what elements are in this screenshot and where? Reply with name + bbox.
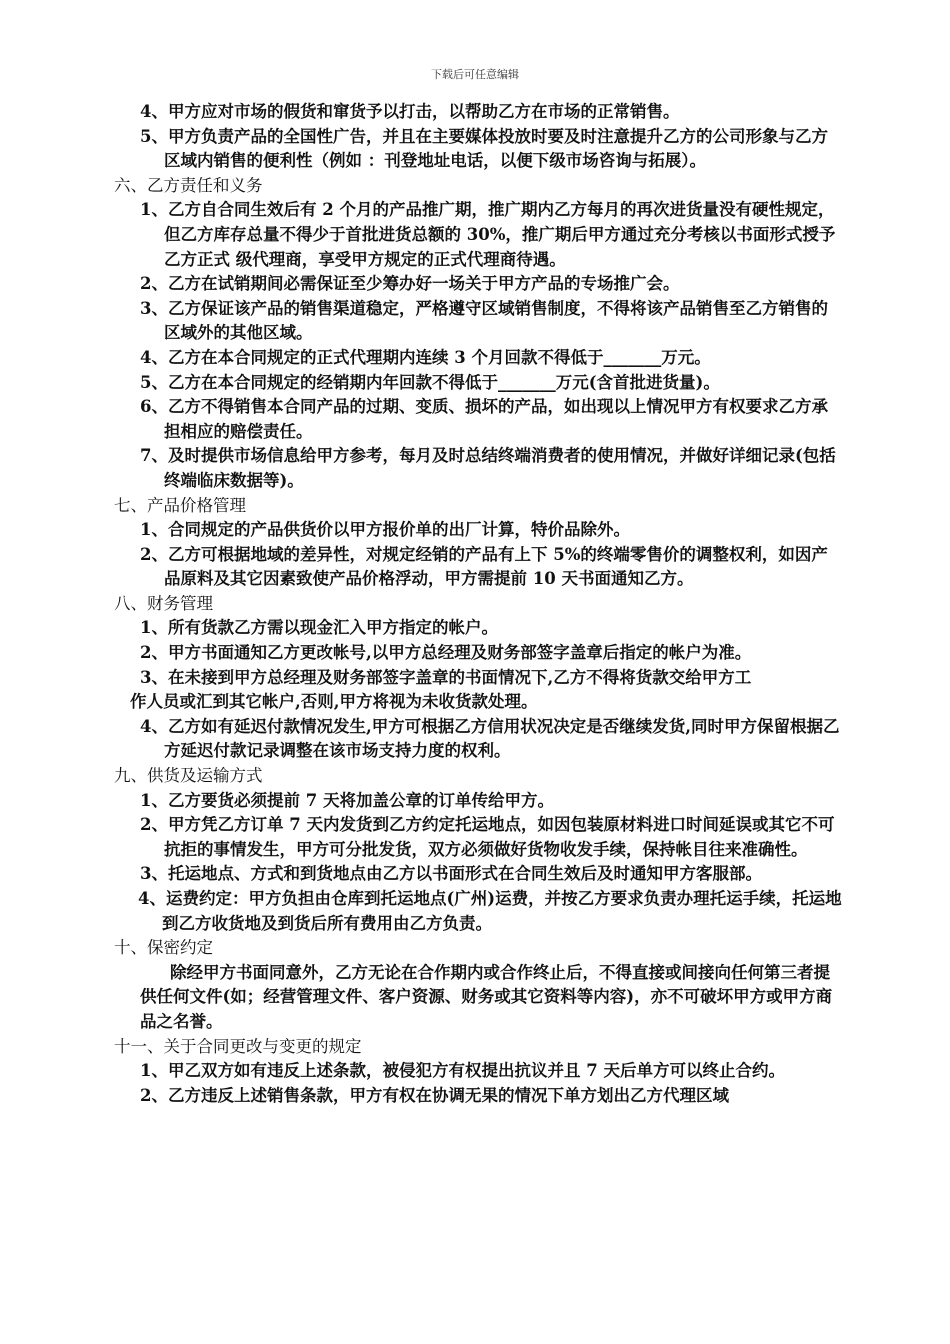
page-header: 下载后可任意编辑 [431, 68, 519, 81]
clause-5-4: 4、甲方应对市场的假货和窜货予以打击，以帮助乙方在市场的正常销售。 [140, 102, 680, 121]
clause-9-3: 3、托运地点、方式和到货地点由乙方以书面形式在合同生效后及时通知甲方客服部。 [140, 864, 762, 884]
section-7-title: 七、产品价格管理 [114, 495, 246, 515]
clause-8-3: 3、在未接到甲方总经理及财务部签字盖章的书面情况下,乙方不得将货款交给甲方工 [140, 667, 752, 687]
clause-8-4: 4、乙方如有延迟付款情况发生,甲方可根据乙方信用状况决定是否继续发货,同时甲方保留根据乙方延迟付款记录调整在该市场支持力度的权利。 [140, 716, 840, 761]
clause-7-2: 2、乙方可根据地域的差异性，对规定经销的产品有上下 5%的终端零售价的调整权利，如因产品原料及其它因素致使产品价格浮动，甲方需提前 10 天书面通知乙方。 [140, 544, 828, 589]
section-9-title: 九、供货及运输方式 [114, 766, 263, 786]
clause-8-3-continued: 作人员或汇到其它帐户,否则,甲方将视为未收货款处理。 [130, 692, 538, 712]
clause-6-5: 5、乙方在本合同规定的经销期内年回款不得低于_______万元(含首批进货量)。 [140, 372, 720, 392]
section-10-title: 十、保密约定 [114, 938, 213, 958]
section-11-title: 十一、关于合同更改与变更的规定 [114, 1036, 362, 1056]
clause-6-2: 2、乙方在试销期间必需保证至少筹办好一场关于甲方产品的专场推广会。 [140, 274, 680, 294]
clause-5-5: 5、甲方负责产品的全国性广告，并且在主要媒体投放时要及时注意提升乙方的公司形象与乙方区域内销售的便利性（例如 ：刊登地址电话，以便下级市场咨询与拓展）。 [140, 126, 828, 171]
clause-11-2: 2、乙方违反上述销售条款，甲方有权在协调无果的情况下单方划出乙方代理区域 [140, 1085, 729, 1105]
clause-8-2: 2、甲方书面通知乙方更改帐号,以甲方总经理及财务部签字盖章后指定的帐户为准。 [140, 643, 752, 663]
clause-6-4: 4、乙方在本合同规定的正式代理期内连续 3 个月回款不得低于_______万元。 [140, 347, 711, 367]
clause-6-3: 3、乙方保证该产品的销售渠道稳定，严格遵守区域销售制度，不得将该产品销售至乙方销售的区域外的其他区域。 [140, 298, 828, 343]
clause-6-7: 7、及时提供市场信息给甲方参考，每月及时总结终端消费者的使用情况，并做好详细记录(包括终端临床数据等)。 [140, 446, 836, 490]
clause-7-1: 1、合同规定的产品供货价以甲方报价单的出厂计算，特价品除外。 [140, 520, 630, 540]
confidentiality-paragraph: 除经甲方书面同意外，乙方无论在合作期内或合作终止后，不得直接或间接向任何第三者提供任何文件(如；经营管理文件、客户资源、财务或其它资料等内容)，亦不可破坏甲方或甲方商品之名誉。 [140, 962, 833, 1031]
clause-8-1: 1、所有货款乙方需以现金汇入甲方指定的帐户。 [140, 618, 498, 638]
clause-11-1: 1、甲乙双方如有违反上述条款，被侵犯方有权提出抗议并且 7 天后单方可以终止合约。 [140, 1061, 785, 1081]
contract-body [114, 100, 844, 1108]
clause-6-6: 6、乙方不得销售本合同产品的过期、变质、损坏的产品，如出现以上情况甲方有权要求乙方承担相应的赔偿责任。 [140, 397, 828, 441]
clause-9-4: 4、运费约定：甲方负担由仓库到托运地点(广州)运费，并按乙方要求负责办理托运手续，托运地到乙方收货地及到货后所有费用由乙方负责。 [138, 889, 842, 933]
clause-9-1: 1、乙方要货必须提前 7 天将加盖公章的订单传给甲方。 [140, 790, 554, 810]
clause-6-1: 1、乙方自合同生效后有 2 个月的产品推广期，推广期内乙方每月的再次进货量没有硬性规定，但乙方库存总量不得少于首批进货总额的 30%，推广期后甲方通过充分考核以书面形式授予乙方正式 级代理商，享受甲方规定的正式代理商待遇。 [140, 200, 836, 269]
clause-9-2: 2、甲方凭乙方订单 7 天内发货到乙方约定托运地点，如因包装原材料进口时间延误或其它不可抗拒的事情发生，甲方可分批发货，双方必须做好货物收发手续，保持帐目往来准确性。 [140, 815, 835, 859]
section-8-title: 八、财务管理 [114, 593, 213, 613]
section-6-title: 六、乙方责任和义务 [114, 175, 263, 195]
